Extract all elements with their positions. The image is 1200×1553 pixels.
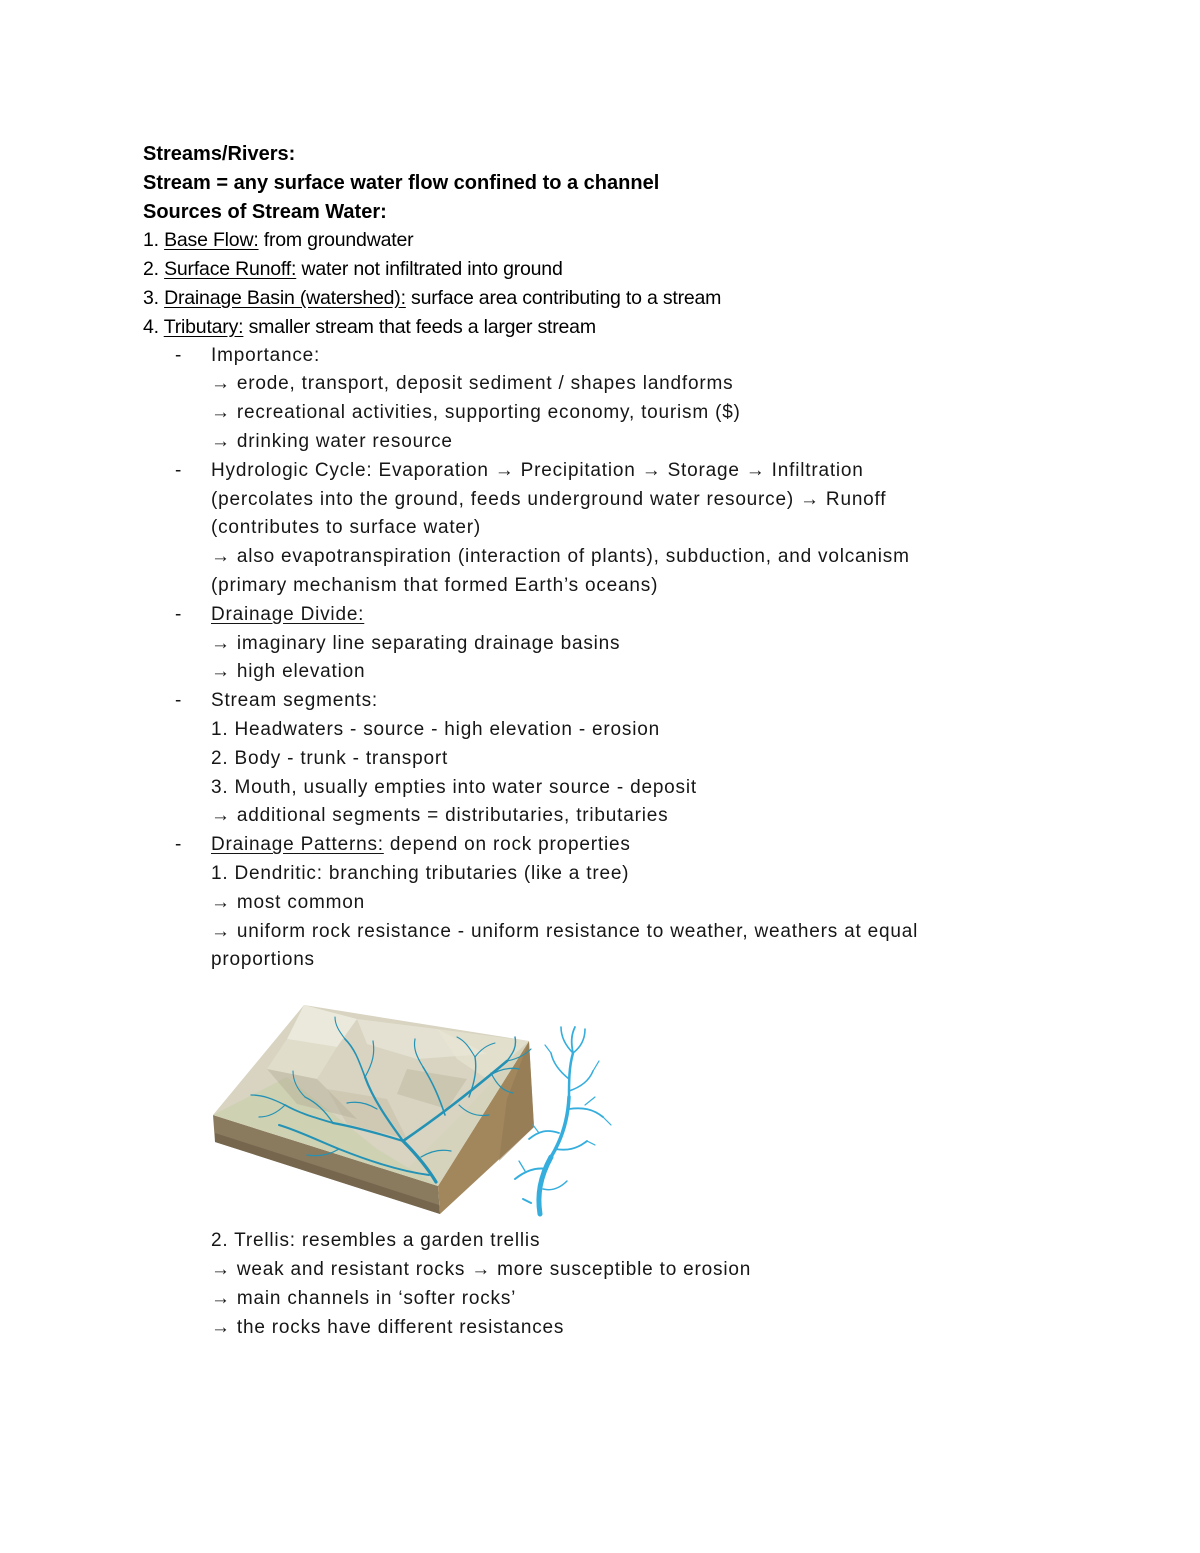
note-line xyxy=(143,370,1163,399)
line-text: → the rocks have different resistances xyxy=(211,1316,565,1338)
line-text-underlined: Base Flow: xyxy=(164,229,259,252)
note-line xyxy=(143,1256,1163,1285)
line-text: Importance: xyxy=(211,344,321,366)
line-text: → main channels in ‘softer rocks’ xyxy=(211,1287,517,1309)
line-text: 2. Trellis: resembles a garden trellis xyxy=(211,1230,541,1252)
bullet: - xyxy=(175,459,183,481)
note-line xyxy=(143,428,1163,457)
line-text-underlined: Tributary: xyxy=(163,315,244,338)
line-text: → most common xyxy=(211,891,365,913)
line-text: Stream segments: xyxy=(211,690,378,712)
note-line xyxy=(143,831,1163,860)
note-line xyxy=(143,918,1163,947)
note-line xyxy=(143,399,1163,428)
line-text: Stream = any surface water flow confined to a channel xyxy=(143,171,660,194)
bullet: - xyxy=(175,834,183,856)
line-text: → additional segments = distributaries, tributaries xyxy=(211,805,669,827)
note-line xyxy=(143,514,1163,543)
line-text: → recreational activities, supporting economy, tourism ($) xyxy=(211,402,741,424)
line-text: 2. Body - trunk - transport xyxy=(211,747,449,769)
note-line xyxy=(143,745,1163,774)
line-text: (contributes to surface water) xyxy=(211,517,482,539)
note-line xyxy=(143,1285,1163,1314)
dendritic-drainage-pattern-illustration xyxy=(207,999,617,1221)
note-line xyxy=(143,226,1163,255)
dendritic-drainage-figure xyxy=(207,999,617,1221)
note-line xyxy=(143,946,1163,975)
note-line xyxy=(143,802,1163,831)
line-text: (primary mechanism that formed Earth’s oceans) xyxy=(211,574,659,596)
note-line xyxy=(143,716,1163,745)
note-line xyxy=(143,889,1163,918)
bullet: - xyxy=(175,344,183,366)
note-line xyxy=(143,687,1163,716)
note-line xyxy=(143,255,1163,284)
note-line xyxy=(143,140,1163,169)
line-text: 3. Mouth, usually empties into water source - deposit xyxy=(211,776,697,798)
note-line xyxy=(143,313,1163,342)
line-text: depend on rock properties xyxy=(383,834,631,856)
bullet: - xyxy=(175,603,183,625)
line-text-underlined: Drainage Divide: xyxy=(211,603,365,625)
line-text: → also evapotranspiration (interaction of plants), subduction, and volcanism xyxy=(211,546,910,568)
line-text: → drinking water resource xyxy=(211,430,453,452)
line-text-underlined: Drainage Patterns: xyxy=(211,834,384,856)
line-text: 1. Dendritic: branching tributaries (like a tree) xyxy=(211,862,630,884)
note-line xyxy=(143,486,1163,515)
note-line xyxy=(143,543,1163,572)
terrain-block-illustration xyxy=(213,1005,534,1214)
note-line xyxy=(143,572,1163,601)
line-text: 1. xyxy=(143,229,165,252)
line-text: → imaginary line separating drainage basins xyxy=(211,632,621,654)
line-text: 2. xyxy=(143,258,165,281)
line-text: Hydrologic Cycle: Evaporation → Precipitation → Storage → Infiltration xyxy=(211,459,864,481)
line-text: → uniform rock resistance - uniform resistance to weather, weathers at equal xyxy=(211,920,919,942)
line-text: Sources of Stream Water: xyxy=(143,200,387,223)
bullet: - xyxy=(175,690,183,712)
note-line xyxy=(143,342,1163,371)
line-text: 3. xyxy=(143,286,165,309)
line-text: from groundwater xyxy=(258,229,414,252)
line-text: smaller stream that feeds a larger stream xyxy=(243,315,596,338)
line-text-underlined: Surface Runoff: xyxy=(164,258,297,281)
line-text: 1. Headwaters - source - high elevation - erosion xyxy=(211,718,660,740)
note-line xyxy=(143,457,1163,486)
line-text: water not infiltrated into ground xyxy=(296,258,563,281)
line-text-underlined: Drainage Basin (watershed): xyxy=(164,286,406,309)
line-text: Streams/Rivers: xyxy=(143,143,296,165)
note-line xyxy=(143,658,1163,687)
line-text: 4. xyxy=(143,315,164,338)
note-line xyxy=(143,1227,1163,1256)
line-text: (percolates into the ground, feeds underground water resource) → Runoff xyxy=(211,488,887,510)
note-line xyxy=(143,198,1163,227)
note-line xyxy=(143,1314,1163,1343)
line-text: proportions xyxy=(211,949,315,971)
note-line xyxy=(143,601,1163,630)
line-text: surface area contributing to a stream xyxy=(405,286,722,309)
note-line xyxy=(143,630,1163,659)
notes-page xyxy=(143,140,1163,1342)
note-line xyxy=(143,860,1163,889)
line-text: → high elevation xyxy=(211,661,366,683)
line-text: → erode, transport, deposit sediment / shapes landforms xyxy=(211,373,734,395)
note-line xyxy=(143,284,1163,313)
line-text: → weak and resistant rocks → more susceptible to erosion xyxy=(211,1258,752,1280)
note-line xyxy=(143,169,1163,198)
note-line xyxy=(143,774,1163,803)
